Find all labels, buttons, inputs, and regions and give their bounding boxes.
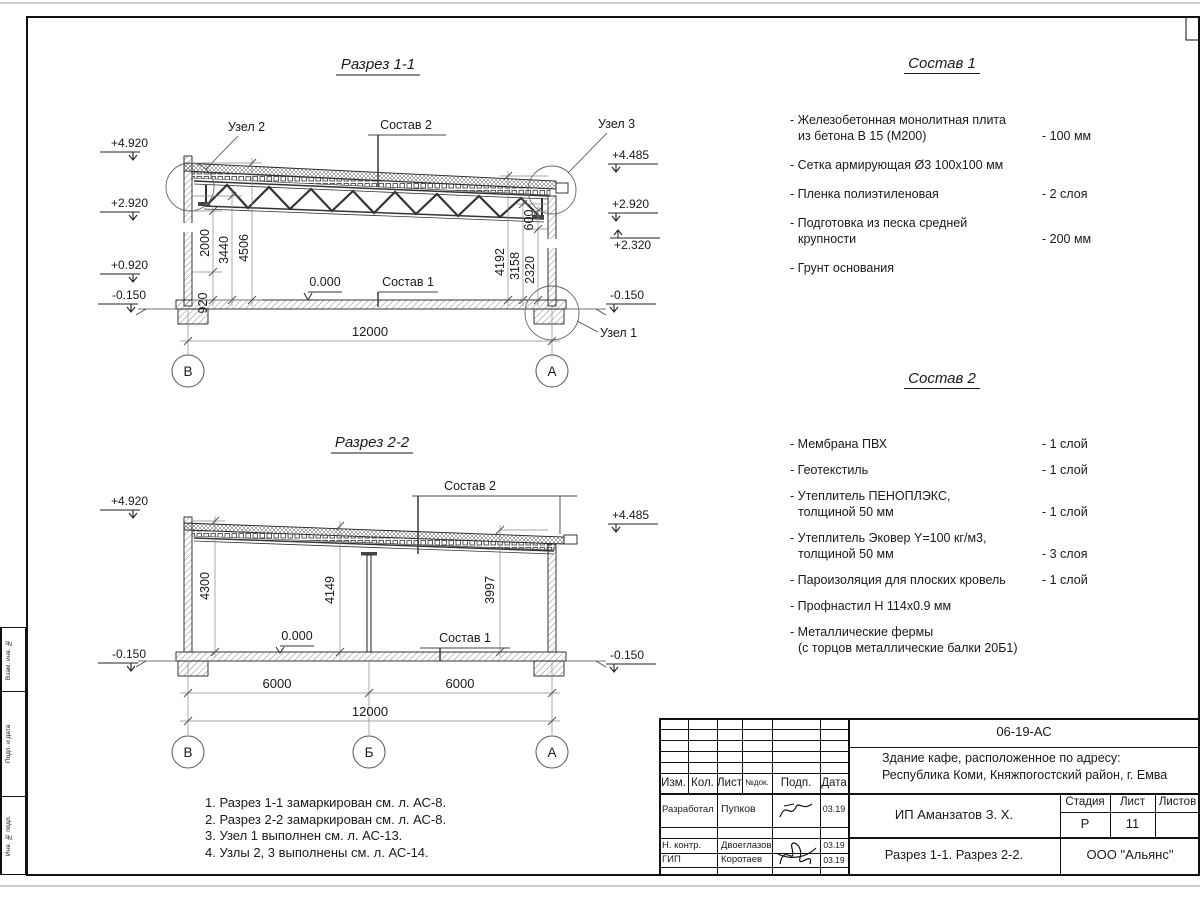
sheet-label: Лист <box>1120 796 1145 809</box>
sostav-1-list <box>790 112 1135 289</box>
wall-right <box>548 196 556 306</box>
label-uzel-3: Узел 3 <box>598 117 636 131</box>
elevations-right <box>606 148 660 312</box>
dim-3997: 3997 <box>483 576 497 604</box>
section-2-2 <box>98 434 658 768</box>
dim-4300: 4300 <box>198 572 212 600</box>
company-name: ООО "Альянс" <box>1086 847 1174 863</box>
role-gip: ГИП <box>662 854 681 866</box>
elevations-left <box>98 136 148 312</box>
svg-text:-0.150: -0.150 <box>111 288 146 302</box>
label-uzel-1: Узел 1 <box>600 326 638 340</box>
svg-text:+4.920: +4.920 <box>110 494 148 508</box>
axis-letter-v: В <box>183 745 193 760</box>
roof-end-box <box>564 535 577 544</box>
list-item: - Металлические фермы (с торцов металлические балки 20Б1) <box>790 625 1018 655</box>
col-header-ndok: №док. <box>745 778 769 787</box>
margin-label: Взам. инв. № <box>1 628 15 691</box>
label-sostav-2: Состав 2 <box>444 479 496 493</box>
margin-cell <box>0 691 26 797</box>
svg-text:-0.150: -0.150 <box>610 648 645 662</box>
list-item: - Подготовка из песка средней крупности - 200 мм <box>790 216 1092 246</box>
svg-text:-0.150: -0.150 <box>610 288 645 302</box>
list-item: - Сетка армирующая Ø3 100x100 мм <box>790 158 1004 172</box>
note-line: 2. Разрез 2-2 замаркирован см. л. АС-8. <box>205 811 447 827</box>
dim-12000: 12000 <box>351 324 389 339</box>
list-item: - Грунт основания <box>790 261 895 275</box>
svg-text:+2.920: +2.920 <box>612 197 650 211</box>
margin-strip <box>0 627 27 875</box>
list-item: - Мембрана ПВХ - 1 слой <box>790 437 1088 451</box>
dim-3440: 3440 <box>217 236 231 264</box>
wall-left <box>184 517 192 652</box>
note-line: 4. Узлы 2, 3 выполнены см. л. АС-14. <box>205 844 429 860</box>
col-header-list: Лист <box>717 776 742 789</box>
sostav-2-list <box>790 436 1135 666</box>
label-zero-level: 0.000 <box>309 275 341 289</box>
svg-text:+2.320: +2.320 <box>614 238 652 252</box>
section-1-1-title: Разрез 1-1 <box>340 56 416 73</box>
svg-text:+4.485: +4.485 <box>612 148 650 162</box>
list-item: - Геотекстиль - 1 слой <box>790 463 1088 477</box>
col-header-podp: Подп. <box>780 776 812 789</box>
note-line: 1. Разрез 1-1 замаркирован см. л. АС-8. <box>205 795 447 810</box>
signature-razrabotal <box>772 793 820 827</box>
notes-list <box>205 795 605 861</box>
dim-12000: 12000 <box>351 704 389 719</box>
sheet-number: 11 <box>1125 816 1140 832</box>
col-header-kol: Кол. <box>691 776 714 789</box>
sheets-label: Листов <box>1158 796 1197 809</box>
svg-text:-0.150: -0.150 <box>111 647 146 661</box>
label-sostav-2: Состав 2 <box>380 118 432 132</box>
label-sostav-1: Состав 1 <box>382 275 434 289</box>
svg-text:+2.920: +2.920 <box>110 196 148 210</box>
svg-text:+4.920: +4.920 <box>110 136 148 150</box>
axis-letter-v: В <box>183 364 193 379</box>
margin-label: Инв. № подл. <box>1 797 15 874</box>
axis-letter-a: А <box>547 745 557 760</box>
name-pupkov: Пупков <box>721 803 756 816</box>
list-item: - Утеплитель Эковер Y=100 кг/м3, толщиной 50 мм - 3 слоя <box>790 531 1088 561</box>
margin-label: Подп. и дата <box>1 692 15 796</box>
foundation-right <box>534 661 564 676</box>
note-line: 3. Узел 1 выполнен см. л. АС-13. <box>205 828 403 843</box>
list-item: - Утеплитель ПЕНОПЛЭКС, толщиной 50 мм - 1 слой <box>790 489 1088 519</box>
dims-bottom <box>180 661 560 735</box>
dim-2000: 2000 <box>198 229 212 257</box>
signature-gip <box>772 834 820 872</box>
elevations <box>98 494 658 672</box>
dim-4192: 4192 <box>493 248 507 276</box>
dim-4149: 4149 <box>323 576 337 604</box>
dim-2320: 2320 <box>523 256 537 284</box>
object-description: Здание кафе, расположенное по адресу: Республика Коми, Княжпогостский район, г. Емва <box>882 751 1168 782</box>
name-korotaev: Коротаев <box>721 854 763 866</box>
label-zero-level: 0.000 <box>281 629 313 643</box>
sostav-1-title: Состав 1 <box>782 55 1102 72</box>
name-dvoeglazov: Двоеглазов <box>721 839 772 851</box>
date-r1: 03.19 <box>822 804 846 815</box>
doc-code: 06-19-АС <box>996 724 1052 740</box>
list-item: - Пленка полиэтиленовая - 2 слоя <box>790 187 1088 201</box>
corner-box <box>1186 17 1199 40</box>
floor-slab <box>176 652 566 661</box>
dim-600: 600 <box>522 209 536 231</box>
list-item: - Железобетонная монолитная плита из бетона В 15 (М200) - 100 мм <box>790 113 1092 143</box>
col-header-izm: Изм. <box>661 776 686 789</box>
list-item: - Пароизоляция для плоских кровель - 1 слой <box>790 573 1088 587</box>
margin-cell <box>0 627 26 692</box>
dim-6000-left: 6000 <box>262 676 292 691</box>
list-item: - Профнастил Н 114x0.9 мм <box>790 599 952 613</box>
foundation-right <box>534 309 564 324</box>
dim-920: 920 <box>196 292 210 314</box>
date-r2: 03.19 <box>823 840 845 851</box>
column-middle <box>367 555 371 652</box>
roof-end-box <box>556 183 568 193</box>
stage-value: Р <box>1080 816 1090 832</box>
sheet-title: Разрез 1-1. Разрез 2-2. <box>884 847 1024 863</box>
section-2-2-title: Разрез 2-2 <box>334 434 410 451</box>
dim-6000-right: 6000 <box>445 676 475 691</box>
col-header-data: Дата <box>821 776 847 789</box>
svg-text:+4.485: +4.485 <box>612 508 650 522</box>
role-razrabotal: Разработал <box>662 804 714 816</box>
role-nkontr: Н. контр. <box>662 839 702 851</box>
dim-4506: 4506 <box>237 234 251 262</box>
label-sostav-1: Состав 1 <box>439 631 491 645</box>
margin-cell <box>0 796 26 875</box>
label-uzel-2: Узел 2 <box>228 120 266 134</box>
foundation-left <box>178 661 208 676</box>
stage-label: Стадия <box>1065 796 1105 809</box>
client-name: ИП Аманзатов З. Х. <box>894 806 1014 822</box>
sostav-2-title: Состав 2 <box>782 370 1102 387</box>
axis-letter-b: Б <box>364 745 374 760</box>
floor-slab <box>176 300 566 309</box>
section-1-1 <box>98 56 660 387</box>
title-block <box>659 718 1200 875</box>
date-r3: 03.19 <box>823 854 845 865</box>
dim-3158: 3158 <box>508 252 522 280</box>
axis-letter-a: А <box>547 364 557 379</box>
wall-right <box>548 544 556 652</box>
svg-text:+0.920: +0.920 <box>110 258 148 272</box>
